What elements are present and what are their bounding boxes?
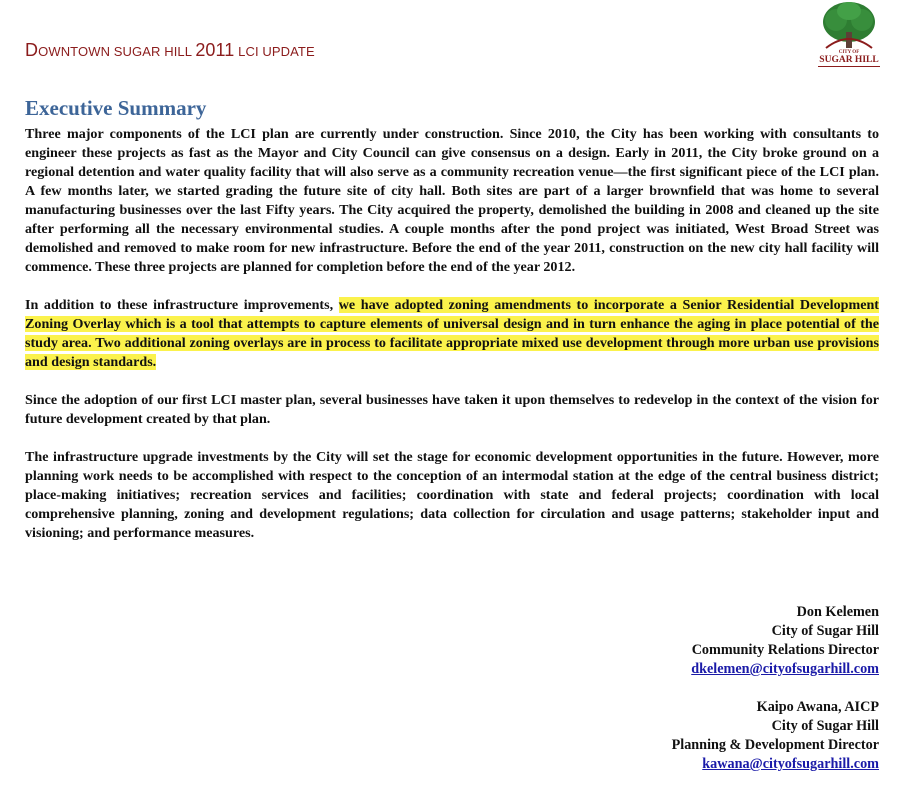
tree-icon bbox=[818, 0, 880, 50]
section-title: Executive Summary bbox=[25, 96, 207, 120]
signature-title: Planning & Development Director bbox=[671, 737, 879, 753]
signature-name: Kaipo Awana, AICP bbox=[756, 699, 879, 715]
header-initial: D bbox=[25, 40, 39, 60]
signature-org: City of Sugar Hill bbox=[771, 623, 879, 639]
signature-email-link[interactable]: dkelemen@cityofsugarhill.com bbox=[691, 661, 879, 677]
paragraph-2-plain: In addition to these infrastructure improvements, bbox=[25, 297, 339, 313]
header-suffix: LCI UPDATE bbox=[234, 44, 315, 59]
signature-email-link[interactable]: kawana@cityofsugarhill.com bbox=[702, 756, 879, 772]
signature-block bbox=[672, 698, 879, 774]
city-logo bbox=[818, 0, 880, 65]
signature-block bbox=[672, 603, 879, 679]
page-header bbox=[25, 40, 315, 61]
logo-text bbox=[818, 50, 880, 67]
signature-org: City of Sugar Hill bbox=[771, 718, 879, 734]
logo-text-top: CITY OF bbox=[838, 50, 860, 55]
header-text: OWNTOWN SUGAR HILL bbox=[38, 44, 196, 59]
paragraph-4: The infrastructure upgrade investments by the City will set the stage for economic development opportunities in the future. However, more planning work needs to be accomplished with respect to the conception of an intermodal station at the edge of the central business district; place-making initiatives; recreation services and facilities; coordination with state and federal projects; coordination with local comprehensive planning, zoning and development regulations; data collection for circulation and usage patterns; stakeholder input and visioning; and performance measures. bbox=[25, 449, 879, 541]
paragraph-2 bbox=[25, 296, 879, 372]
body-text bbox=[25, 125, 879, 562]
signature-name: Don Kelemen bbox=[796, 604, 879, 620]
logo-text-bottom: SUGAR HILL bbox=[819, 55, 879, 65]
signature-title: Community Relations Director bbox=[691, 642, 879, 658]
paragraph-1: Three major components of the LCI plan are currently under construction. Since 2010, the City has been working with consultants to engineer these projects as fast as the Mayor and City Council can give consensus on a design. Early in 2011, the City broke ground on a regional detention and water quality facility that will also serve as a community recreation venue—the first significant piece of the LCI plan. A few months later, we started grading the future site of city hall. Both sites are part of a larger brownfield that was home to several manufacturing businesses over the last Fifty years. The City acquired the property, demolished the building in 2008 and cleaned up the site after performing all the necessary environmental studies. A couple months after the pond project was initiated, West Broad Street was demolished and removed to make room for new infrastructure. Before the end of the year 2011, construction on the new city hall facility will commence. These three projects are planned for completion before the end of the year 2012. bbox=[25, 126, 879, 275]
header-year: 2011 bbox=[195, 40, 235, 60]
paragraph-3: Since the adoption of our first LCI master plan, several businesses have taken it upon themselves to redevelop in the context of the vision for future development created by that plan. bbox=[25, 392, 879, 427]
signatures bbox=[672, 603, 879, 793]
paragraph-2-highlight: we have adopted zoning amendments to incorporate a Senior Residential Development Zoning Overlay which is a tool that attempts to capture elements of universal design and in turn enhance the aging in place potential of the study area. Two additional zoning overlays are in process to facilitate appropriate mixed use development through more urban use provisions and design standards. bbox=[25, 297, 880, 370]
